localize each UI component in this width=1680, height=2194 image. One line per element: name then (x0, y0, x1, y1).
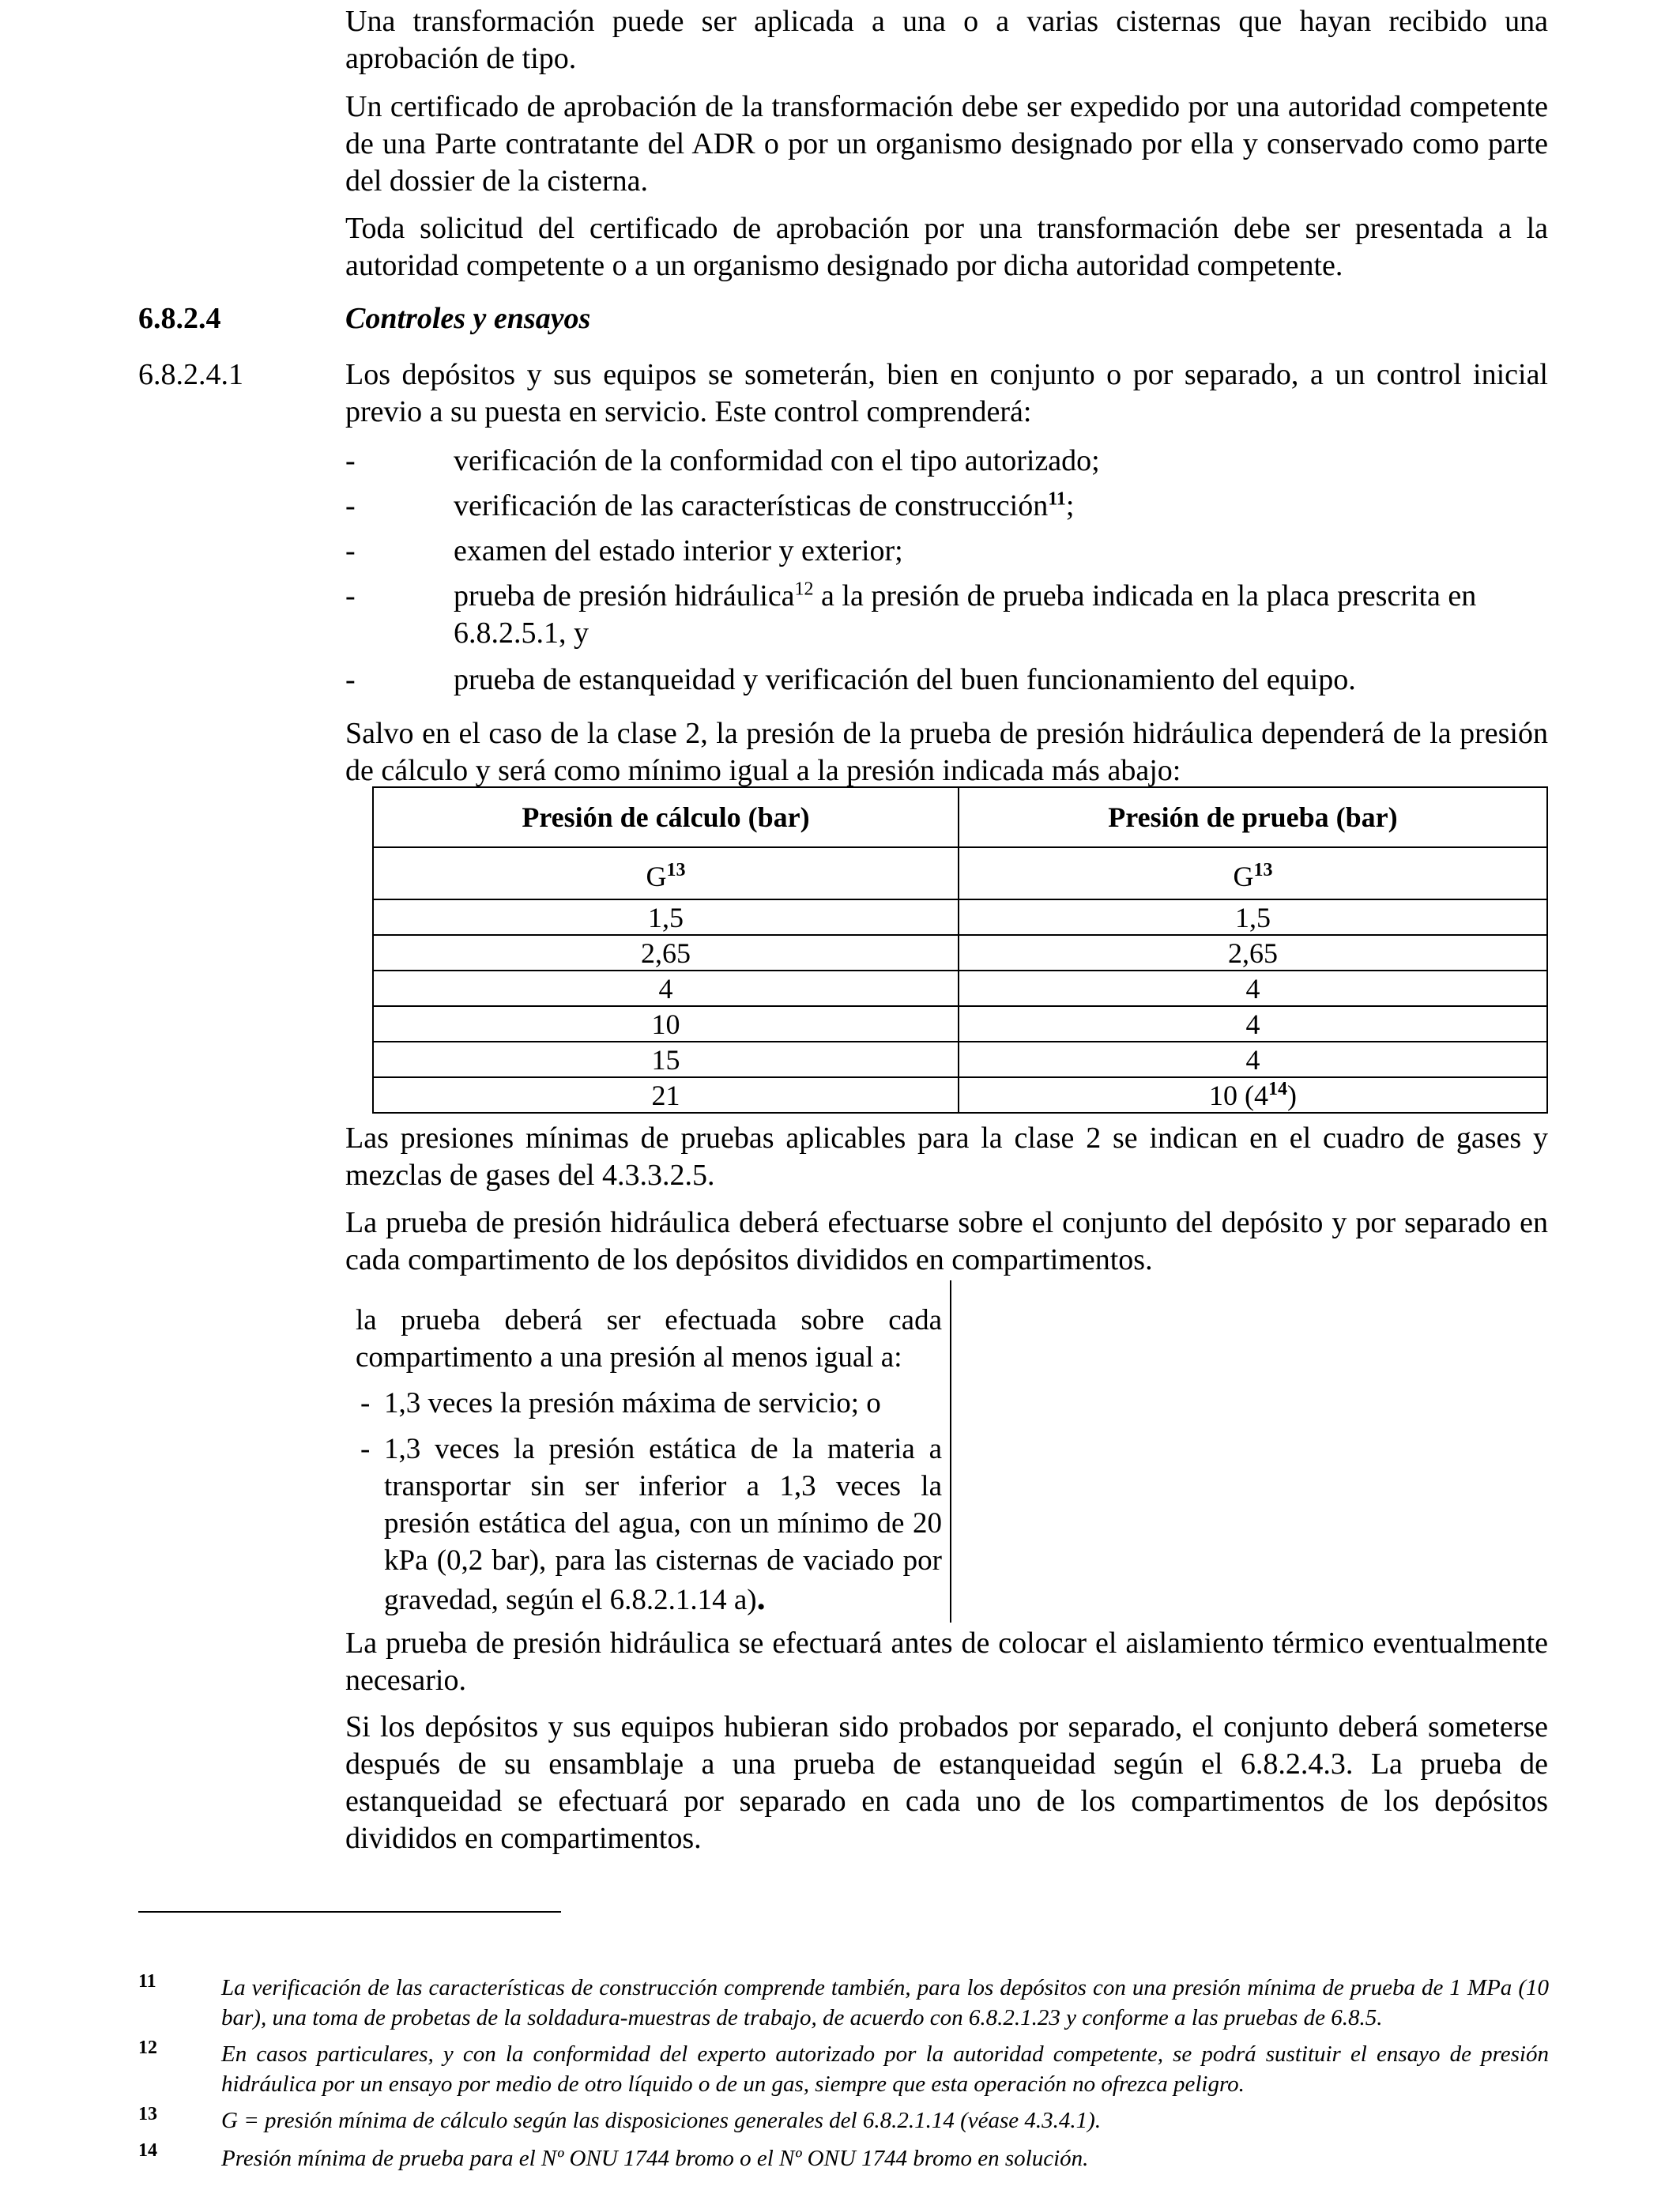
bullet-dash: - (345, 444, 356, 477)
footnote-text: G = presión mínima de cálculo según las disposiciones generales del 6.8.2.1.14 (véase 4.3.4.1). (221, 2108, 1102, 2133)
table-cell: 4 (959, 971, 1547, 1006)
section-number: 6.8.2.4 (138, 302, 221, 335)
table-cell (373, 847, 959, 899)
table-cell (959, 847, 1547, 899)
table-row (373, 847, 1547, 899)
bullet-dash: - (345, 663, 356, 696)
table-row (373, 971, 1547, 1006)
list-item-text: verificación de las características de construcción (454, 489, 1049, 522)
footnote-text: Presión mínima de prueba para el Nº ONU 1744 bromo o el Nº ONU 1744 bromo en solución. (221, 2146, 1089, 2171)
list-item-text: prueba de presión hidráulica (454, 579, 795, 613)
footnote-ref-13: 13 (1253, 860, 1273, 880)
table-cell: 2,65 (959, 935, 1547, 971)
table-cell: 21 (373, 1077, 959, 1113)
header-calc-pressure: Presión de cálculo (bar) (373, 787, 959, 847)
header-test-pressure: Presión de prueba (bar) (959, 787, 1547, 847)
paragraph-compartments: La prueba de presión hidráulica deberá efectuarse sobre el conjunto del depósito y por separado en cada compartimento de los depósitos divididos en compartimentos. (345, 1206, 1548, 1276)
table-row (373, 899, 1547, 935)
note-intro: la prueba deberá ser efectuada sobre cada compartimento a una presión al menos igual a: (356, 1304, 942, 1374)
footnote-ref-14: 14 (1268, 1078, 1287, 1099)
note-item-text: 1,3 veces la presión estática de la materia a transportar sin ser inferior a 1,3 veces la presión estática del agua, con un mínimo de 20 kPa (0,2 bar), para las cisternas de vaciado por gravedad, según el 6.8.2.1.14 a) (384, 1433, 942, 1616)
table-row (373, 1077, 1547, 1113)
cell-value: 10 (4 (1208, 1079, 1268, 1111)
footnote-number: 11 (138, 1971, 156, 1992)
footnote-number: 12 (138, 2038, 157, 2058)
bullet-dash: - (360, 1387, 371, 1419)
list-item-suffix: ; (1065, 489, 1075, 522)
paragraph-transformation: Una transformación puede ser aplicada a una o a varias cisternas que hayan recibido una aprobación de tipo. (345, 5, 1548, 75)
side-bar (950, 1280, 951, 1623)
footnote-number: 13 (138, 2104, 157, 2124)
list-item: examen del estado interior y exterior; (454, 534, 903, 567)
table-header-row (373, 787, 1547, 847)
paragraph-class2-pressures: Las presiones mínimas de pruebas aplicables para la clase 2 se indican en el cuadro de gases y mezclas de gases del 4.3.3.2.5. (345, 1122, 1548, 1192)
table-cell: 1,5 (373, 899, 959, 935)
pressure-table (372, 786, 1548, 1114)
table-cell: 4 (959, 1006, 1547, 1042)
footnote-ref-11: 11 (1048, 488, 1066, 510)
list-item (454, 488, 1548, 525)
table-cell: 4 (373, 971, 959, 1006)
footnote-ref-13: 13 (666, 860, 686, 880)
table-cell: 1,5 (959, 899, 1547, 935)
list-item: prueba de estanqueidad y verificación del buen funcionamiento del equipo. (454, 663, 1356, 696)
footnote-ref-12: 12 (794, 579, 814, 600)
list-item-suffix: a la presión de prueba indicada en la placa prescrita en 6.8.2.5.1, y (454, 579, 1477, 650)
paragraph-insulation: La prueba de presión hidráulica se efectuará antes de colocar el aislamiento térmico eventualmente necesario. (345, 1627, 1548, 1697)
bullet-dash: - (345, 489, 356, 522)
paragraph-salvo: Salvo en el caso de la clase 2, la presión de la prueba de presión hidráulica dependerá de la presión de cálculo y será como mínimo igual a la presión indicada más abajo: (345, 717, 1548, 787)
footnote-separator (138, 1911, 561, 1913)
cell-suffix: ) (1286, 1079, 1297, 1111)
table-cell: 10 (373, 1006, 959, 1042)
cell-value: G (1233, 861, 1254, 892)
bullet-dash: - (345, 579, 356, 613)
note-item: 1,3 veces la presión máxima de servicio; o (384, 1387, 881, 1419)
bullet-dash: - (360, 1433, 371, 1465)
table-row (373, 1042, 1547, 1077)
cell-value: G (646, 861, 667, 892)
note-item (384, 1431, 942, 1619)
table-cell (959, 1077, 1547, 1113)
table-row (373, 935, 1547, 971)
note-item-end: . (756, 1578, 766, 1617)
table-cell: 2,65 (373, 935, 959, 971)
paragraph-application: Toda solicitud del certificado de aprobación por una transformación debe ser presentada a la autoridad competente o a un organismo designado por dicha autoridad competente. (345, 212, 1548, 282)
table-cell: 15 (373, 1042, 959, 1077)
subsection-text: Los depósitos y sus equipos se someterán, bien en conjunto o por separado, a un control inicial previo a su puesta en servicio. Este control comprenderá: (345, 358, 1548, 428)
subsection-number: 6.8.2.4.1 (138, 358, 243, 391)
footnote-number: 14 (138, 2140, 157, 2161)
table-row (373, 1006, 1547, 1042)
list-item: verificación de la conformidad con el tipo autorizado; (454, 444, 1100, 477)
paragraph-certificate: Un certificado de aprobación de la transformación debe ser expedido por una autoridad competente de una Parte contratante del ADR o por un organismo designado por ella y conservado como parte del dossier de la cisterna. (345, 90, 1548, 198)
list-item (454, 578, 1548, 652)
footnote-text: En casos particulares, y con la conformidad del experto autorizado por la autoridad competente, se podrá sustituir el ensayo de presión hidráulica por un ensayo por medio de otro líquido o de un gas, siempre que esta operación no ofrezca peligro. (221, 2041, 1549, 2097)
table-cell: 4 (959, 1042, 1547, 1077)
section-title: Controles y ensayos (345, 302, 591, 335)
bullet-dash: - (345, 534, 356, 567)
paragraph-separate-tests: Si los depósitos y sus equipos hubieran sido probados por separado, el conjunto deberá someterse después de su ensamblaje a una prueba de estanqueidad según el 6.8.2.4.3. La prueba de estanqueidad se efectuará por separado en cada uno de los compartimentos de los depósitos divididos en compartimentos. (345, 1710, 1548, 1855)
footnote-text: La verificación de las características de construcción comprende también, para los depósitos con una presión mínima de prueba de 1 MPa (10 bar), una toma de probetas de la soldadura-muestras de trabajo, de acuerdo con 6.8.2.1.23 y conforme a las pruebas de 6.8.5. (221, 1975, 1549, 2030)
